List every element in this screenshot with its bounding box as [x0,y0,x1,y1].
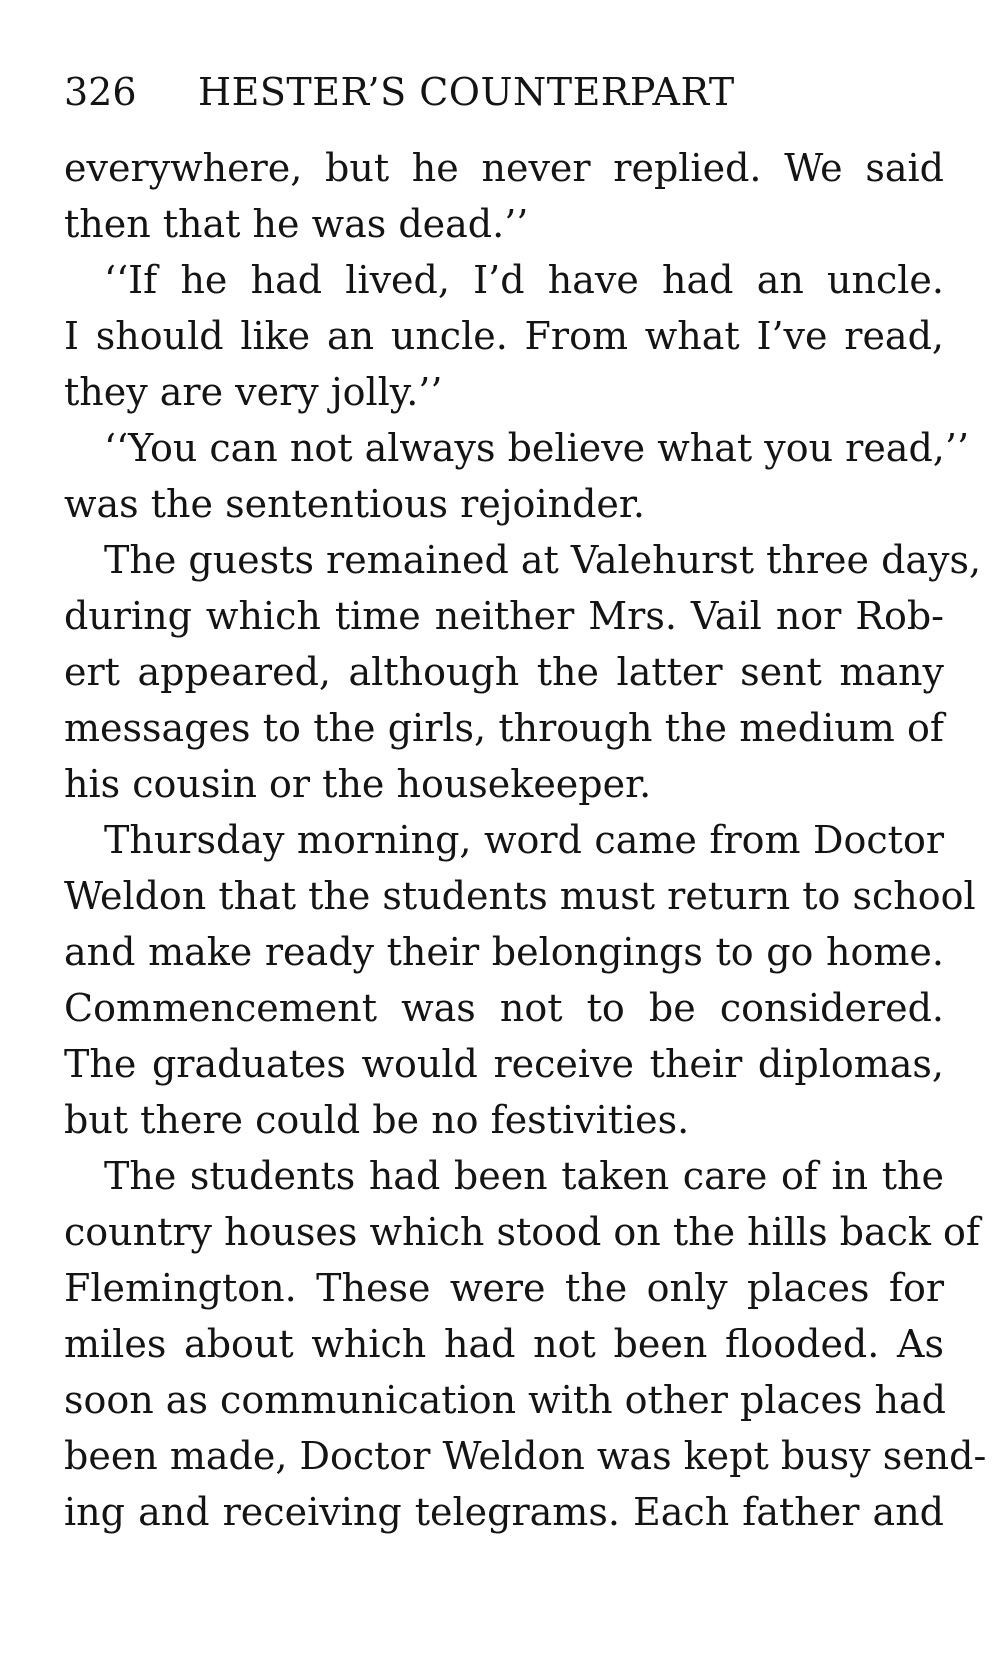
text-line: messages to the girls, through the medium of [64,706,944,750]
text-line: been made, Doctor Weldon was kept busy send- [64,1434,987,1478]
paragraph [64,252,944,420]
text-line: miles about which had not been flooded. As [64,1322,944,1366]
text-line: Commencement was not to be considered. [64,986,944,1030]
text-line: Weldon that the students must return to school [64,874,976,918]
text-line: The students had been taken care of in the [104,1154,944,1198]
page-number: 326 [64,70,137,114]
text-line: Thursday morning, word came from Doctor [104,818,944,862]
running-head [64,62,944,122]
text-line: The guests remained at Valehurst three days, [104,538,982,582]
text-line: ert appeared, although the latter sent many [64,650,944,694]
text-line: country houses which stood on the hills back of [64,1210,980,1254]
text-line: ‘‘If he had lived, I’d have had an uncle. [104,258,944,302]
text-line: his cousin or the housekeeper. [64,762,652,806]
body-text [64,140,987,1540]
text-line: soon as communication with other places had [64,1378,946,1422]
text-line: everywhere, but he never replied. We said [64,146,944,190]
text-line: Flemington. These were the only places for [64,1266,944,1310]
text-line: they are very jolly.’’ [64,370,443,414]
paragraph [64,420,970,532]
paragraph [64,1148,987,1540]
paragraph [64,532,982,812]
text-line: during which time neither Mrs. Vail nor Rob- [64,594,944,638]
paragraph [64,812,976,1148]
text-line: was the sententious rejoinder. [64,482,645,526]
text-line: then that he was dead.’’ [64,202,529,246]
text-line: I should like an uncle. From what I’ve read, [64,314,944,358]
text-line: ing and receiving telegrams. Each father and [64,1490,944,1534]
text-line: and make ready their belongings to go home. [64,930,944,974]
text-line: The graduates would receive their diplomas, [64,1042,944,1086]
book-title: HESTER’S COUNTERPART [198,70,735,114]
paragraph [64,140,944,252]
text-line: ‘‘You can not always believe what you read,’’ [104,426,970,470]
text-line: but there could be no festivities. [64,1098,690,1142]
